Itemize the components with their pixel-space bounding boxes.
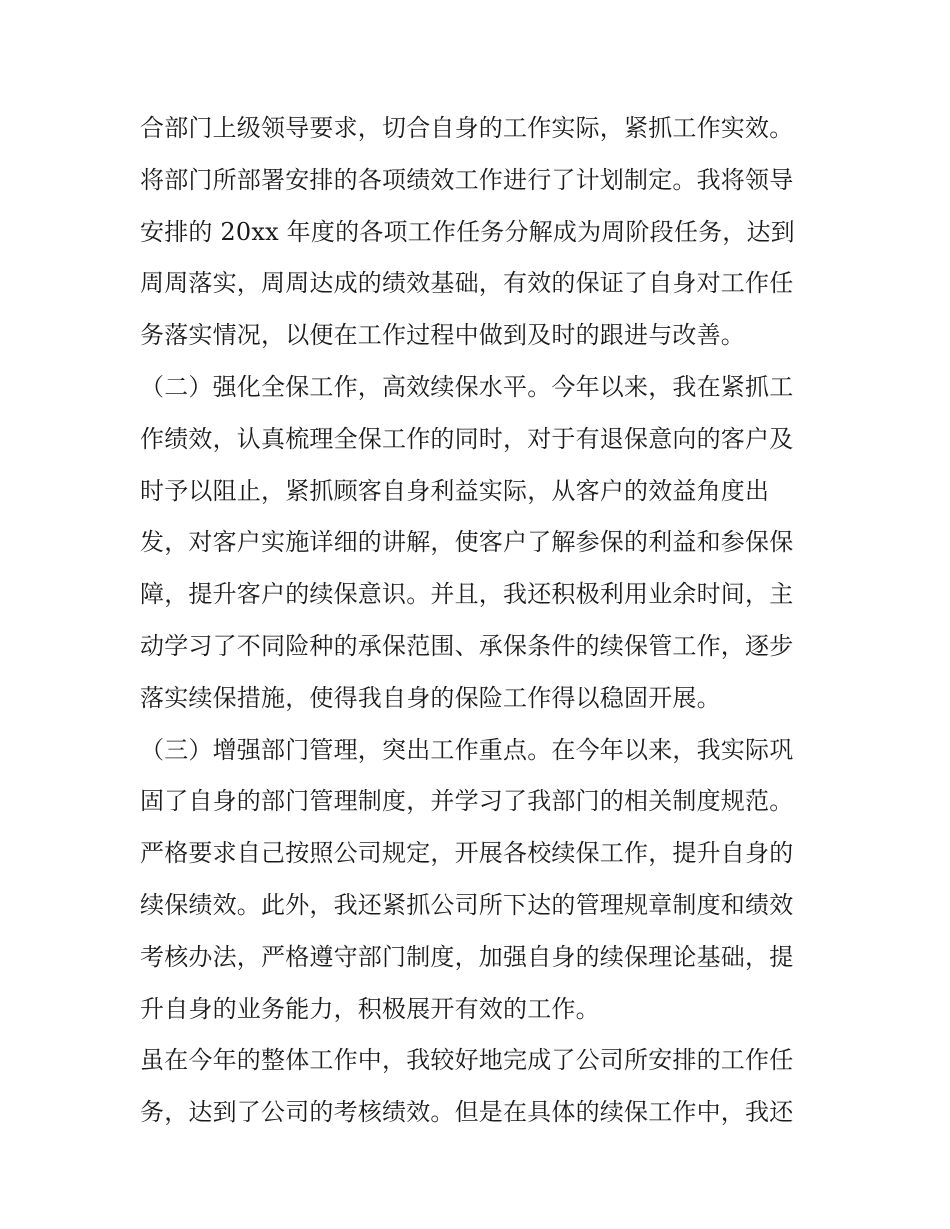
text-line: 将部门所部署安排的各项绩效工作进行了计划制定。我将领导 (140, 165, 794, 194)
text-line: 安排的 20xx 年度的各项工作任务分解成为周阶段任务，达到 (140, 217, 795, 246)
text-line: 作绩效，认真梳理全保工作的同时，对于有退保意向的客户及 (140, 424, 794, 453)
paragraph-start-line: 虽在今年的整体工作中，我较好地完成了公司所安排的工作任 (140, 1046, 794, 1075)
section-heading-line: （三）增强部门管理，突出工作重点。在今年以来，我实际巩 (140, 735, 794, 764)
text-line: 发，对客户实施详细的讲解，使客户了解参保的利益和参保保 (140, 528, 794, 557)
text-line: 务，达到了公司的考核绩效。但是在具体的续保工作中，我还 (140, 1098, 794, 1127)
text-line: 固了自身的部门管理制度，并学习了我部门的相关制度规范。 (140, 787, 794, 816)
text-line: 落实续保措施，使得我自身的保险工作得以稳固开展。 (140, 683, 721, 712)
text-line: 障，提升客户的续保意识。并且，我还积极利用业余时间，主 (140, 580, 794, 609)
text-line: 考核办法，严格遵守部门制度，加强自身的续保理论基础，提 (140, 942, 794, 971)
text-line: 时予以阻止，紧抓顾客自身利益实际，从客户的效益角度出 (140, 476, 770, 505)
text-line: 严格要求自己按照公司规定，开展各校续保工作，提升自身的 (140, 839, 794, 868)
text-line: 动学习了不同险种的承保范围、承保条件的续保管工作，逐步 (140, 631, 794, 660)
section-heading-line: （二）强化全保工作，高效续保水平。今年以来，我在紧抓工 (140, 372, 794, 401)
text-line: 合部门上级领导要求，切合自身的工作实际，紧抓工作实效。 (140, 114, 794, 142)
text-line: 周周落实，周周达成的绩效基础，有效的保证了自身对工作任 (140, 269, 794, 298)
body-text (140, 103, 820, 1139)
text-line: 续保绩效。此外，我还紧抓公司所下达的管理规章制度和绩效 (140, 890, 794, 919)
text-line: 务落实情况，以便在工作过程中做到及时的跟进与改善。 (140, 321, 745, 350)
text-line: 升自身的业务能力，积极展开有效的工作。 (140, 994, 600, 1023)
